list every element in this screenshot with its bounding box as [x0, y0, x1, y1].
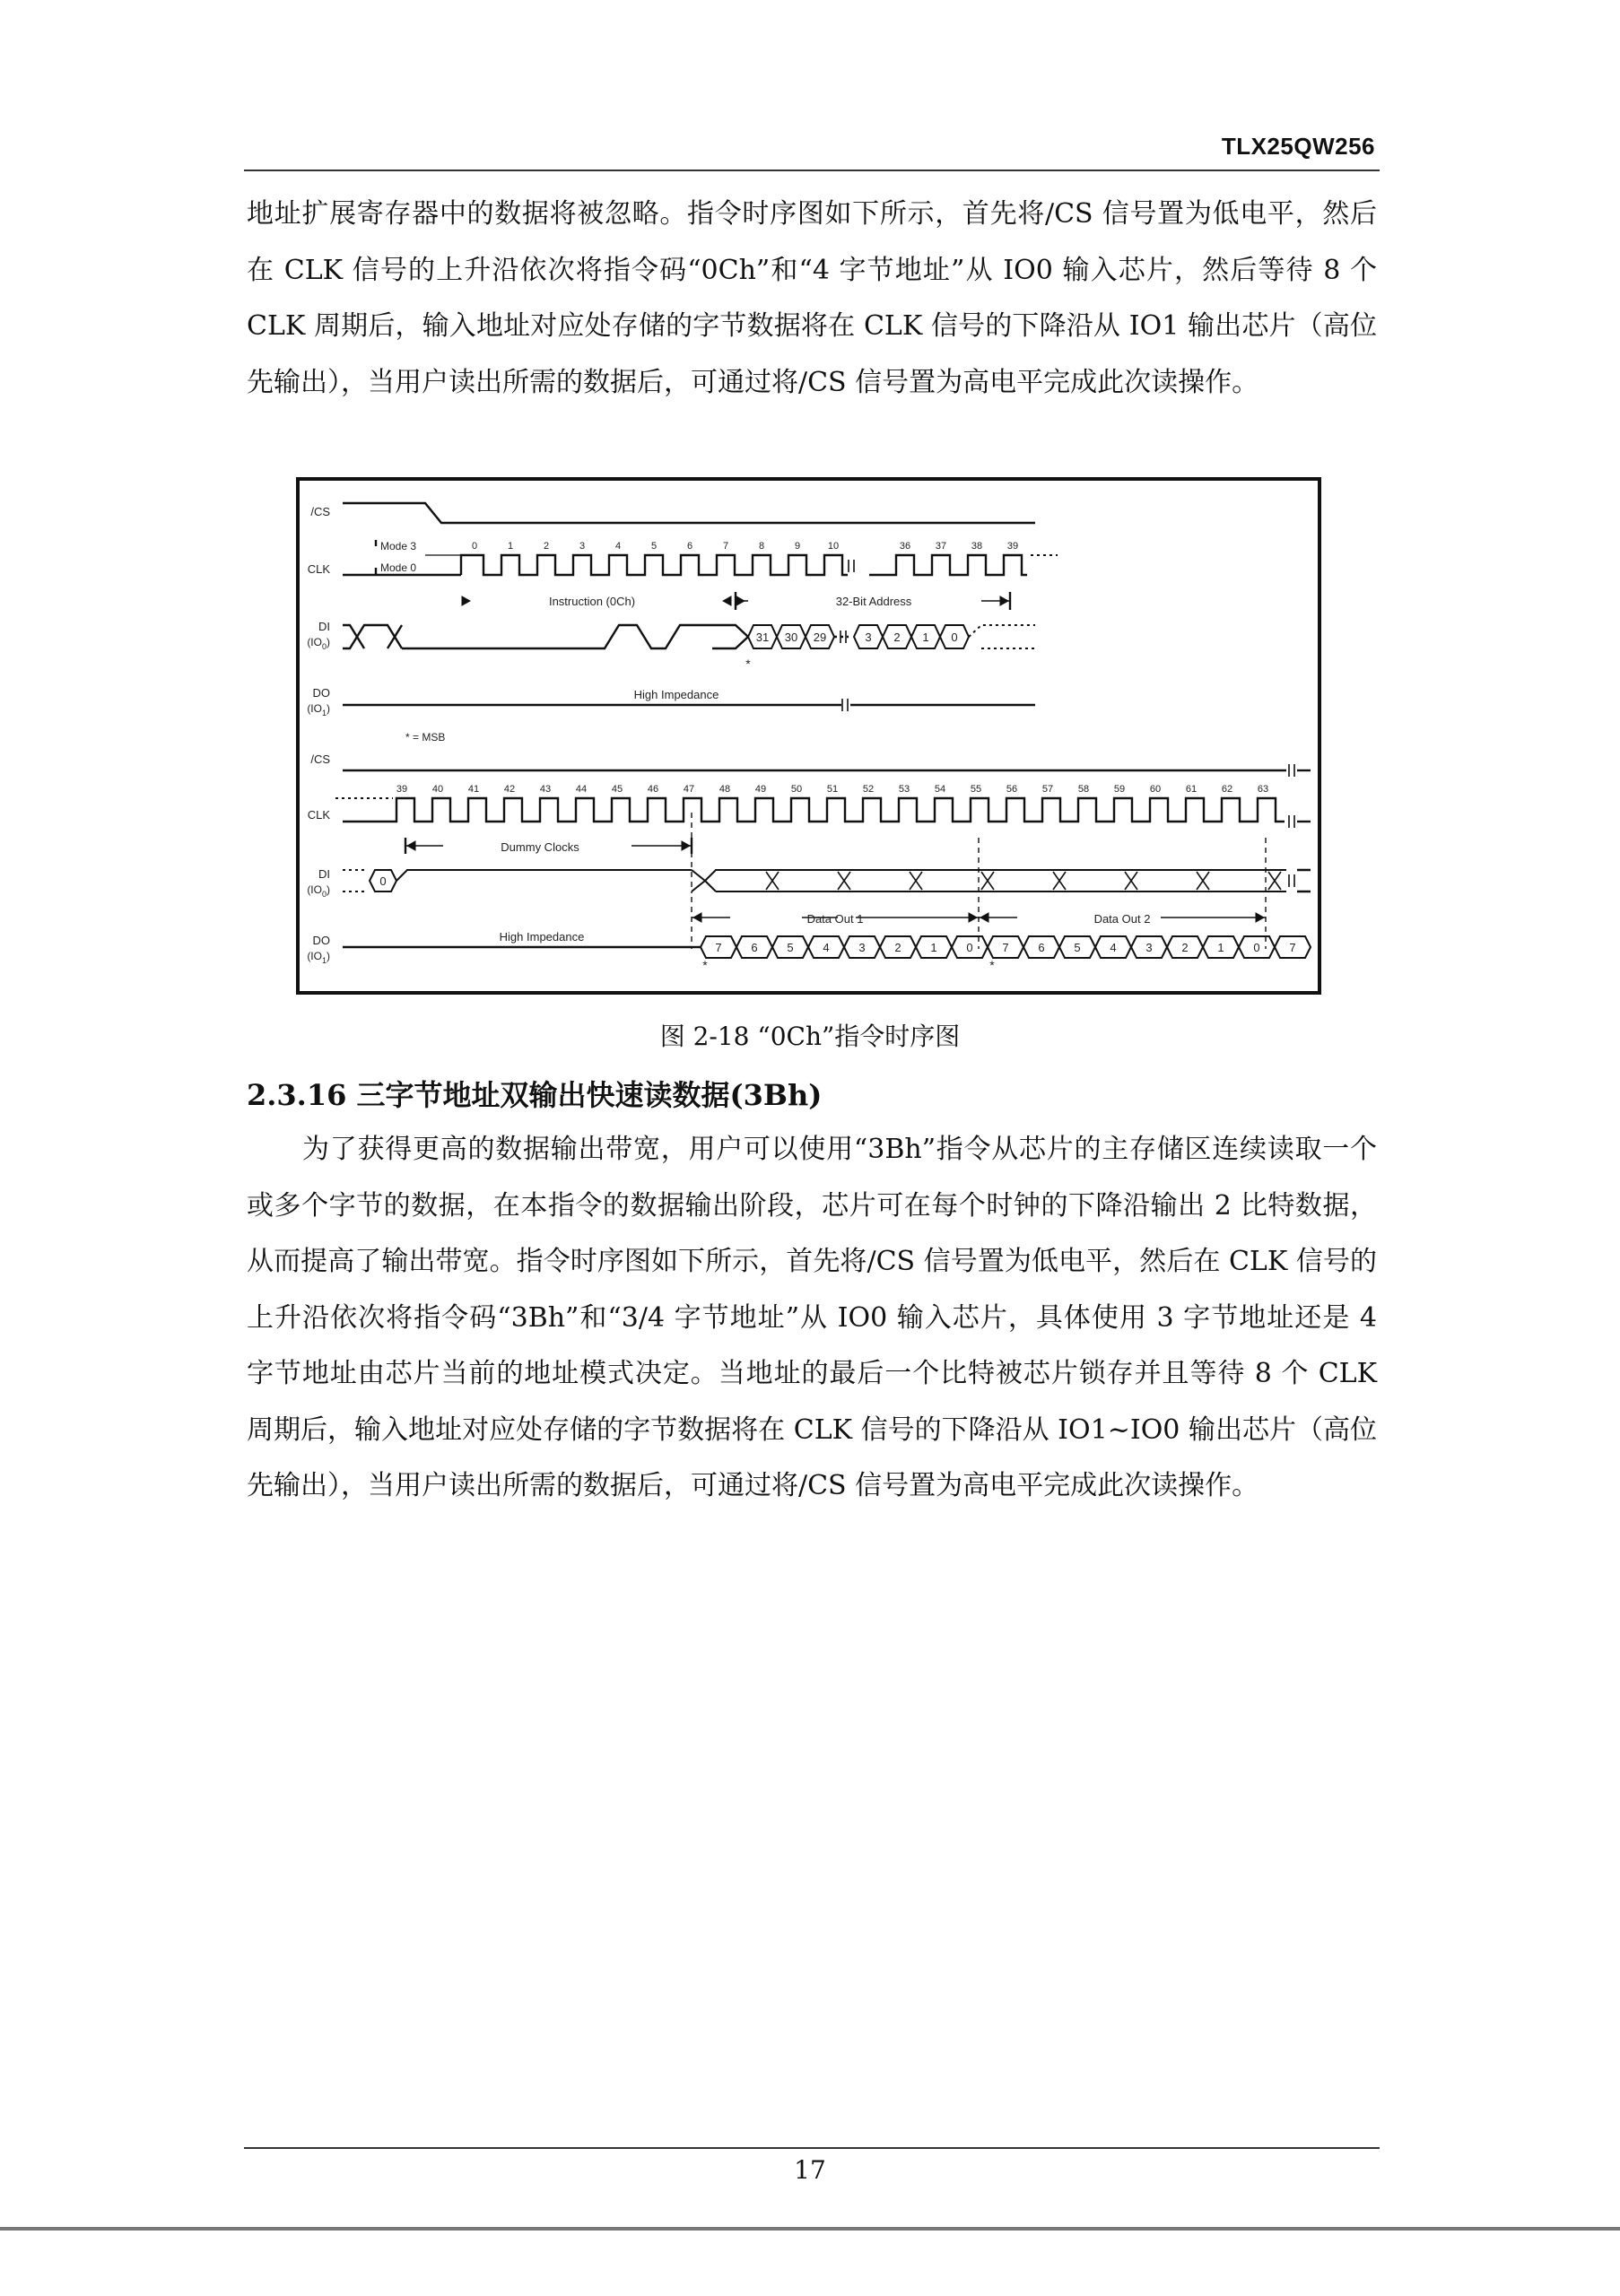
di-bottom-x-mark — [910, 872, 922, 890]
clock-number-top: 5 — [650, 541, 658, 552]
clock-number-bottom: 44 — [575, 784, 588, 795]
address-bit-cell-label: 3 — [865, 631, 872, 644]
clock-number-bottom: 52 — [862, 784, 875, 795]
footer-divider — [244, 2147, 1380, 2149]
data-out-bit-cell-label: 5 — [787, 941, 794, 954]
clock-number-bottom: 48 — [719, 784, 731, 795]
page-number: 17 — [794, 2155, 826, 2185]
cs-signal-top — [343, 503, 1035, 523]
clk-break-top — [849, 560, 854, 572]
data-out-bit-cell-label: 7 — [1002, 941, 1009, 954]
msb-marker-out-2: * — [989, 958, 995, 972]
di-bottom-x-mark — [1268, 872, 1281, 890]
intro-paragraph: 地址扩展寄存器中的数据将被忽略。指令时序图如下所示，首先将/CS 信号置为低电平，然后在 CLK 信号的上升沿依次将指令码“0Ch”和“4 字节地址”从 IO0 输入芯片，然后等待 8 个 CLK 周期后，输入地址对应处存储的字节数据将在 CLK 信号的下降沿从 IO1 输出芯片（高位先输出），当用户读出所需的数据后，可通过将/CS 信号置为高电平完成此次读操作。 — [247, 198, 1377, 398]
di-bottom-x-mark — [838, 872, 850, 890]
di-bottom-x-mark — [1053, 872, 1066, 890]
header-divider — [244, 170, 1380, 171]
clock-number-bottom: 61 — [1185, 784, 1198, 795]
clock-number-bottom: 45 — [611, 784, 623, 795]
do-label-bottom-main: DO — [312, 934, 330, 947]
data-out-bit-cell-label: 7 — [715, 941, 722, 954]
di-bottom-float — [396, 870, 692, 881]
clock-number-top: 6 — [686, 541, 693, 552]
cs-break-bottom — [1289, 764, 1294, 777]
di-break-bottom — [1289, 874, 1294, 887]
clock-number-top: 2 — [543, 541, 550, 552]
di-label-top-main: DI — [318, 620, 330, 633]
clock-number-top: 9 — [794, 541, 801, 552]
do-break-top — [842, 699, 848, 711]
di-bottom-x-mark — [1125, 872, 1137, 890]
data-out-bit-cell-label: 3 — [1145, 941, 1153, 954]
data-out-bit-cell-label: 3 — [858, 941, 866, 954]
di-bottom-rails — [705, 870, 1286, 891]
clock-number-top: 0 — [471, 541, 478, 552]
document-header-title: TLX25QW256 — [1221, 133, 1375, 160]
clock-number-bottom: 42 — [503, 784, 516, 795]
address-bit-cell-label: 2 — [893, 631, 901, 644]
data-out-bit-cell-label: 0 — [966, 941, 973, 954]
data-out-bit-cell-label: 1 — [930, 941, 937, 954]
di-bottom-lead — [343, 870, 368, 891]
di-last-bit-cell-label: 0 — [379, 874, 387, 888]
di-label-top-sub: $(IO_0)$ — [307, 636, 330, 651]
di-label-bottom-sub: $(IO_0)$ — [307, 883, 330, 899]
address-bit-cell-label: 31 — [755, 631, 770, 644]
do-label-bottom-sub: $(IO_1)$ — [307, 950, 330, 965]
clock-number-top: 3 — [579, 541, 586, 552]
address-bit-cell-label: 0 — [951, 631, 958, 644]
data-out-bit-cell-label: 2 — [894, 941, 901, 954]
data-out-2-label: Data Out 2 — [1093, 912, 1151, 926]
timing-diagram-figure — [296, 477, 1321, 995]
clock-number-bottom: 62 — [1221, 784, 1233, 795]
clock-number-bottom: 60 — [1149, 784, 1162, 795]
address-bit-cell-label: 30 — [784, 631, 798, 644]
msb-marker-out-1: * — [702, 958, 708, 972]
clock-number-top: 36 — [899, 541, 911, 552]
clock-number-top: 37 — [935, 541, 947, 552]
di-bottom-x-mark — [1197, 872, 1209, 890]
di-bottom-x-mark — [981, 872, 994, 890]
page-bottom-edge — [0, 2227, 1620, 2231]
section-paragraph: 为了获得更高的数据输出带宽，用户可以使用“3Bh”指令从芯片的主存储区连续读取一个或多个字节的数据，在本指令的数据输出阶段，芯片可在每个时钟的下降沿输出 2 比特数据，从而提高了输出带宽。指令时序图如下所示，首先将/CS 信号置为低电平，然后在 CLK 信号的上升沿依次将指令码“3Bh”和“3/4 字节地址”从 IO0 输入芯片，具体使用 3 字节地址还是 4 字节地址由芯片当前的地址模式决定。当地址的最后一个比特被芯片锁存并且等待 8 个 CLK 周期后，输入地址对应处存储的字节数据将在 CLK 信号的下降沿从 IO1~IO0 输出芯片（高位先输出），当用户读出所需的数据后，可通过将/CS 信号置为高电平完成此次读操作。 — [247, 1134, 1377, 1501]
data-out-bit-cell-label: 2 — [1181, 941, 1189, 954]
high-impedance-label-top: High Impedance — [633, 688, 719, 701]
data-out-bit-cell-label: 7 — [1289, 941, 1296, 954]
clock-number-top: 39 — [1006, 541, 1019, 552]
clock-number-top: 38 — [971, 541, 983, 552]
data-out-bit-cell-label: 6 — [751, 941, 758, 954]
clock-number-bottom: 51 — [826, 784, 839, 795]
clock-number-bottom: 63 — [1257, 784, 1269, 795]
cs-label-top: /CS — [310, 505, 330, 518]
address-label: 32-Bit Address — [835, 595, 912, 608]
di-preamble — [343, 625, 402, 648]
data-out-bit-cell-label: 0 — [1253, 941, 1260, 954]
clk-break-bottom — [1289, 815, 1294, 828]
dummy-clocks-label: Dummy Clocks — [501, 840, 579, 854]
mode0-label: Mode 0 — [380, 561, 417, 574]
do-label-top-sub: $(IO_1)$ — [307, 702, 330, 718]
clock-number-top: 7 — [722, 541, 729, 552]
clock-number-top: 10 — [827, 541, 840, 552]
msb-note: * = MSB — [405, 731, 446, 744]
msb-marker-top: * — [745, 657, 751, 671]
figure-caption: 图 2-18 “0Ch”指令时序图 — [659, 1022, 961, 1051]
clock-number-bottom: 58 — [1077, 784, 1090, 795]
data-out-bit-cell-label: 5 — [1074, 941, 1081, 954]
clock-number-top: 1 — [507, 541, 514, 552]
data-out-bit-cell-label: 1 — [1217, 941, 1224, 954]
clock-number-bottom: 50 — [790, 784, 803, 795]
section-heading: 2.3.16 三字节地址双输出快速读数据(3Bh) — [247, 1078, 823, 1112]
clock-number-top: 4 — [614, 541, 622, 552]
address-bit-cell-label: 29 — [813, 631, 827, 644]
mode3-label: Mode 3 — [380, 540, 417, 552]
clock-number-bottom: 55 — [970, 784, 982, 795]
data-out-bit-cell-label: 4 — [823, 941, 830, 954]
clock-number-bottom: 54 — [934, 784, 946, 795]
clock-number-bottom: 49 — [754, 784, 767, 795]
data-out-1-label: Data Out 1 — [806, 912, 864, 926]
clk-wave-top-a — [461, 555, 848, 575]
clk-wave-top-b — [869, 555, 1027, 575]
instruction-label: Instruction (0Ch) — [548, 595, 636, 608]
clock-number-top: 8 — [758, 541, 765, 552]
clock-number-bottom: 46 — [647, 784, 659, 795]
clk-label-top: CLK — [307, 562, 330, 576]
clock-number-bottom: 43 — [539, 784, 552, 795]
clock-number-bottom: 59 — [1113, 784, 1126, 795]
di-label-bottom-main: DI — [318, 867, 330, 881]
di-turnaround — [692, 870, 705, 891]
clock-number-bottom: 39 — [396, 784, 408, 795]
clock-number-bottom: 40 — [431, 784, 444, 795]
address-bit-cell-label: 1 — [922, 631, 929, 644]
clk-label-bottom: CLK — [307, 808, 330, 822]
cs-label-bottom: /CS — [310, 752, 330, 766]
do-label-top-main: DO — [312, 686, 330, 700]
di-bottom-tail — [1297, 870, 1311, 891]
clock-number-bottom: 53 — [898, 784, 910, 795]
data-out-bit-cell-label: 4 — [1110, 941, 1117, 954]
clock-number-bottom: 57 — [1041, 784, 1054, 795]
di-command-low — [712, 637, 748, 648]
di-command-wave — [402, 625, 748, 648]
clock-number-bottom: 41 — [467, 784, 480, 795]
clock-number-bottom: 47 — [683, 784, 695, 795]
di-top-tail — [969, 625, 1035, 648]
clk-wave-bottom — [343, 798, 1285, 822]
di-bottom-x-mark — [766, 872, 779, 890]
timing-diagram — [300, 481, 1318, 991]
clock-number-bottom: 56 — [1006, 784, 1018, 795]
high-impedance-label-bottom: High Impedance — [499, 930, 585, 944]
data-out-bit-cell-label: 6 — [1038, 941, 1045, 954]
